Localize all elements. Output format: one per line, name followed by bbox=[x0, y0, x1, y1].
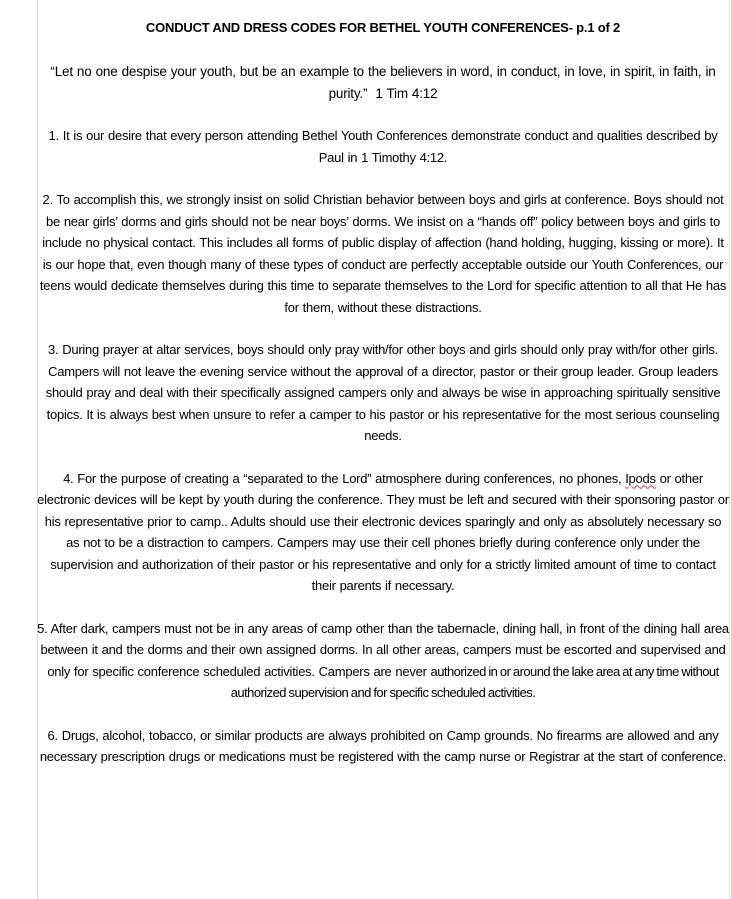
quote-text: “Let no one despise your youth, but be an example to the believers in word, in conduct, in love, in spirit, in faith, in purity.” bbox=[50, 64, 716, 101]
scripture-quote bbox=[37, 61, 729, 104]
paragraph-5-last-line: authorized in or around the lake area at any time without authorized supervision and for specific scheduled activities. bbox=[230, 663, 719, 700]
document-body[interactable] bbox=[37, 17, 729, 768]
paragraph-3: 3. During prayer at altar services, boys should only pray with/for other boys and girls should only pray with/for other girls. Campers will not leave the evening service without the approval of a director, pastor or their group leader. Group leaders should pray and deal with their specifically assigned campers only and always be wise in approaching spiritually sensitive topics. It is always best when unsure to refer a camper to his pastor or his representative for the most serious counseling needs. bbox=[45, 342, 721, 443]
paragraph-5-main: 5. After dark, campers must not be in any areas of camp other than the tabernacle, dining hall, in front of the dining hall area between it and the dorms and their own assigned dorms. In all other areas, campers must be escorted and supervised and only for specific conference scheduled activities. Campers are never bbox=[37, 620, 729, 679]
paragraph-4 bbox=[37, 468, 729, 597]
paragraph-4-start: 4. For the purpose of creating a “separated to the Lord” atmosphere during conferences, no phones, bbox=[63, 470, 622, 486]
paragraph-6: 6. Drugs, alcohol, tobacco, or similar products are always prohibited on Camp grounds. No firearms are allowed and any necessary prescription drugs or medications must be registered with the camp nurse or Registrar at the start of conference. bbox=[39, 727, 727, 764]
paragraph-4-rest: or other electronic devices will be kept by youth during the conference. They must be left and secured with their sponsoring pastor or his representative prior to camp.. Adults should use their electronic devices sparingly and only as absolutely necessary so as not to be a distraction to campers. Campers may use their cell phones briefly during conference only under the supervision and authorization of their pastor or his representative and only for a strictly limited amount of time to contact their parents if necessary. bbox=[37, 470, 729, 593]
spellcheck-flagged-word[interactable]: Ipods bbox=[625, 470, 656, 486]
quote-reference: 1 Tim 4:12 bbox=[375, 85, 438, 101]
right-margin-guide bbox=[729, 0, 730, 899]
document-title: CONDUCT AND DRESS CODES FOR BETHEL YOUTH CONFERENCES- p.1 of 2 bbox=[145, 20, 621, 35]
paragraph-2: 2. To accomplish this, we strongly insist on solid Christian behavior between boys and girls at conference. Boys should not be near girls’ dorms and girls should not be near boys’ dorms. We insist on a “hands off” policy between boys and girls to include no physical contact. This includes all forms of public display of affection (hand holding, hugging, kissing or more). It is our hope that, even though many of these types of conduct are perfectly acceptable outside our Youth Conferences, our teens would dedicate themselves during this time to separate themselves to the Lord for specific attention to all that He has for them, without these distractions. bbox=[39, 192, 727, 315]
paragraph-5 bbox=[37, 618, 729, 704]
paragraph-1: 1. It is our desire that every person attending Bethel Youth Conferences demonstrate conduct and qualities described by Paul in 1 Timothy 4:12. bbox=[48, 128, 718, 165]
